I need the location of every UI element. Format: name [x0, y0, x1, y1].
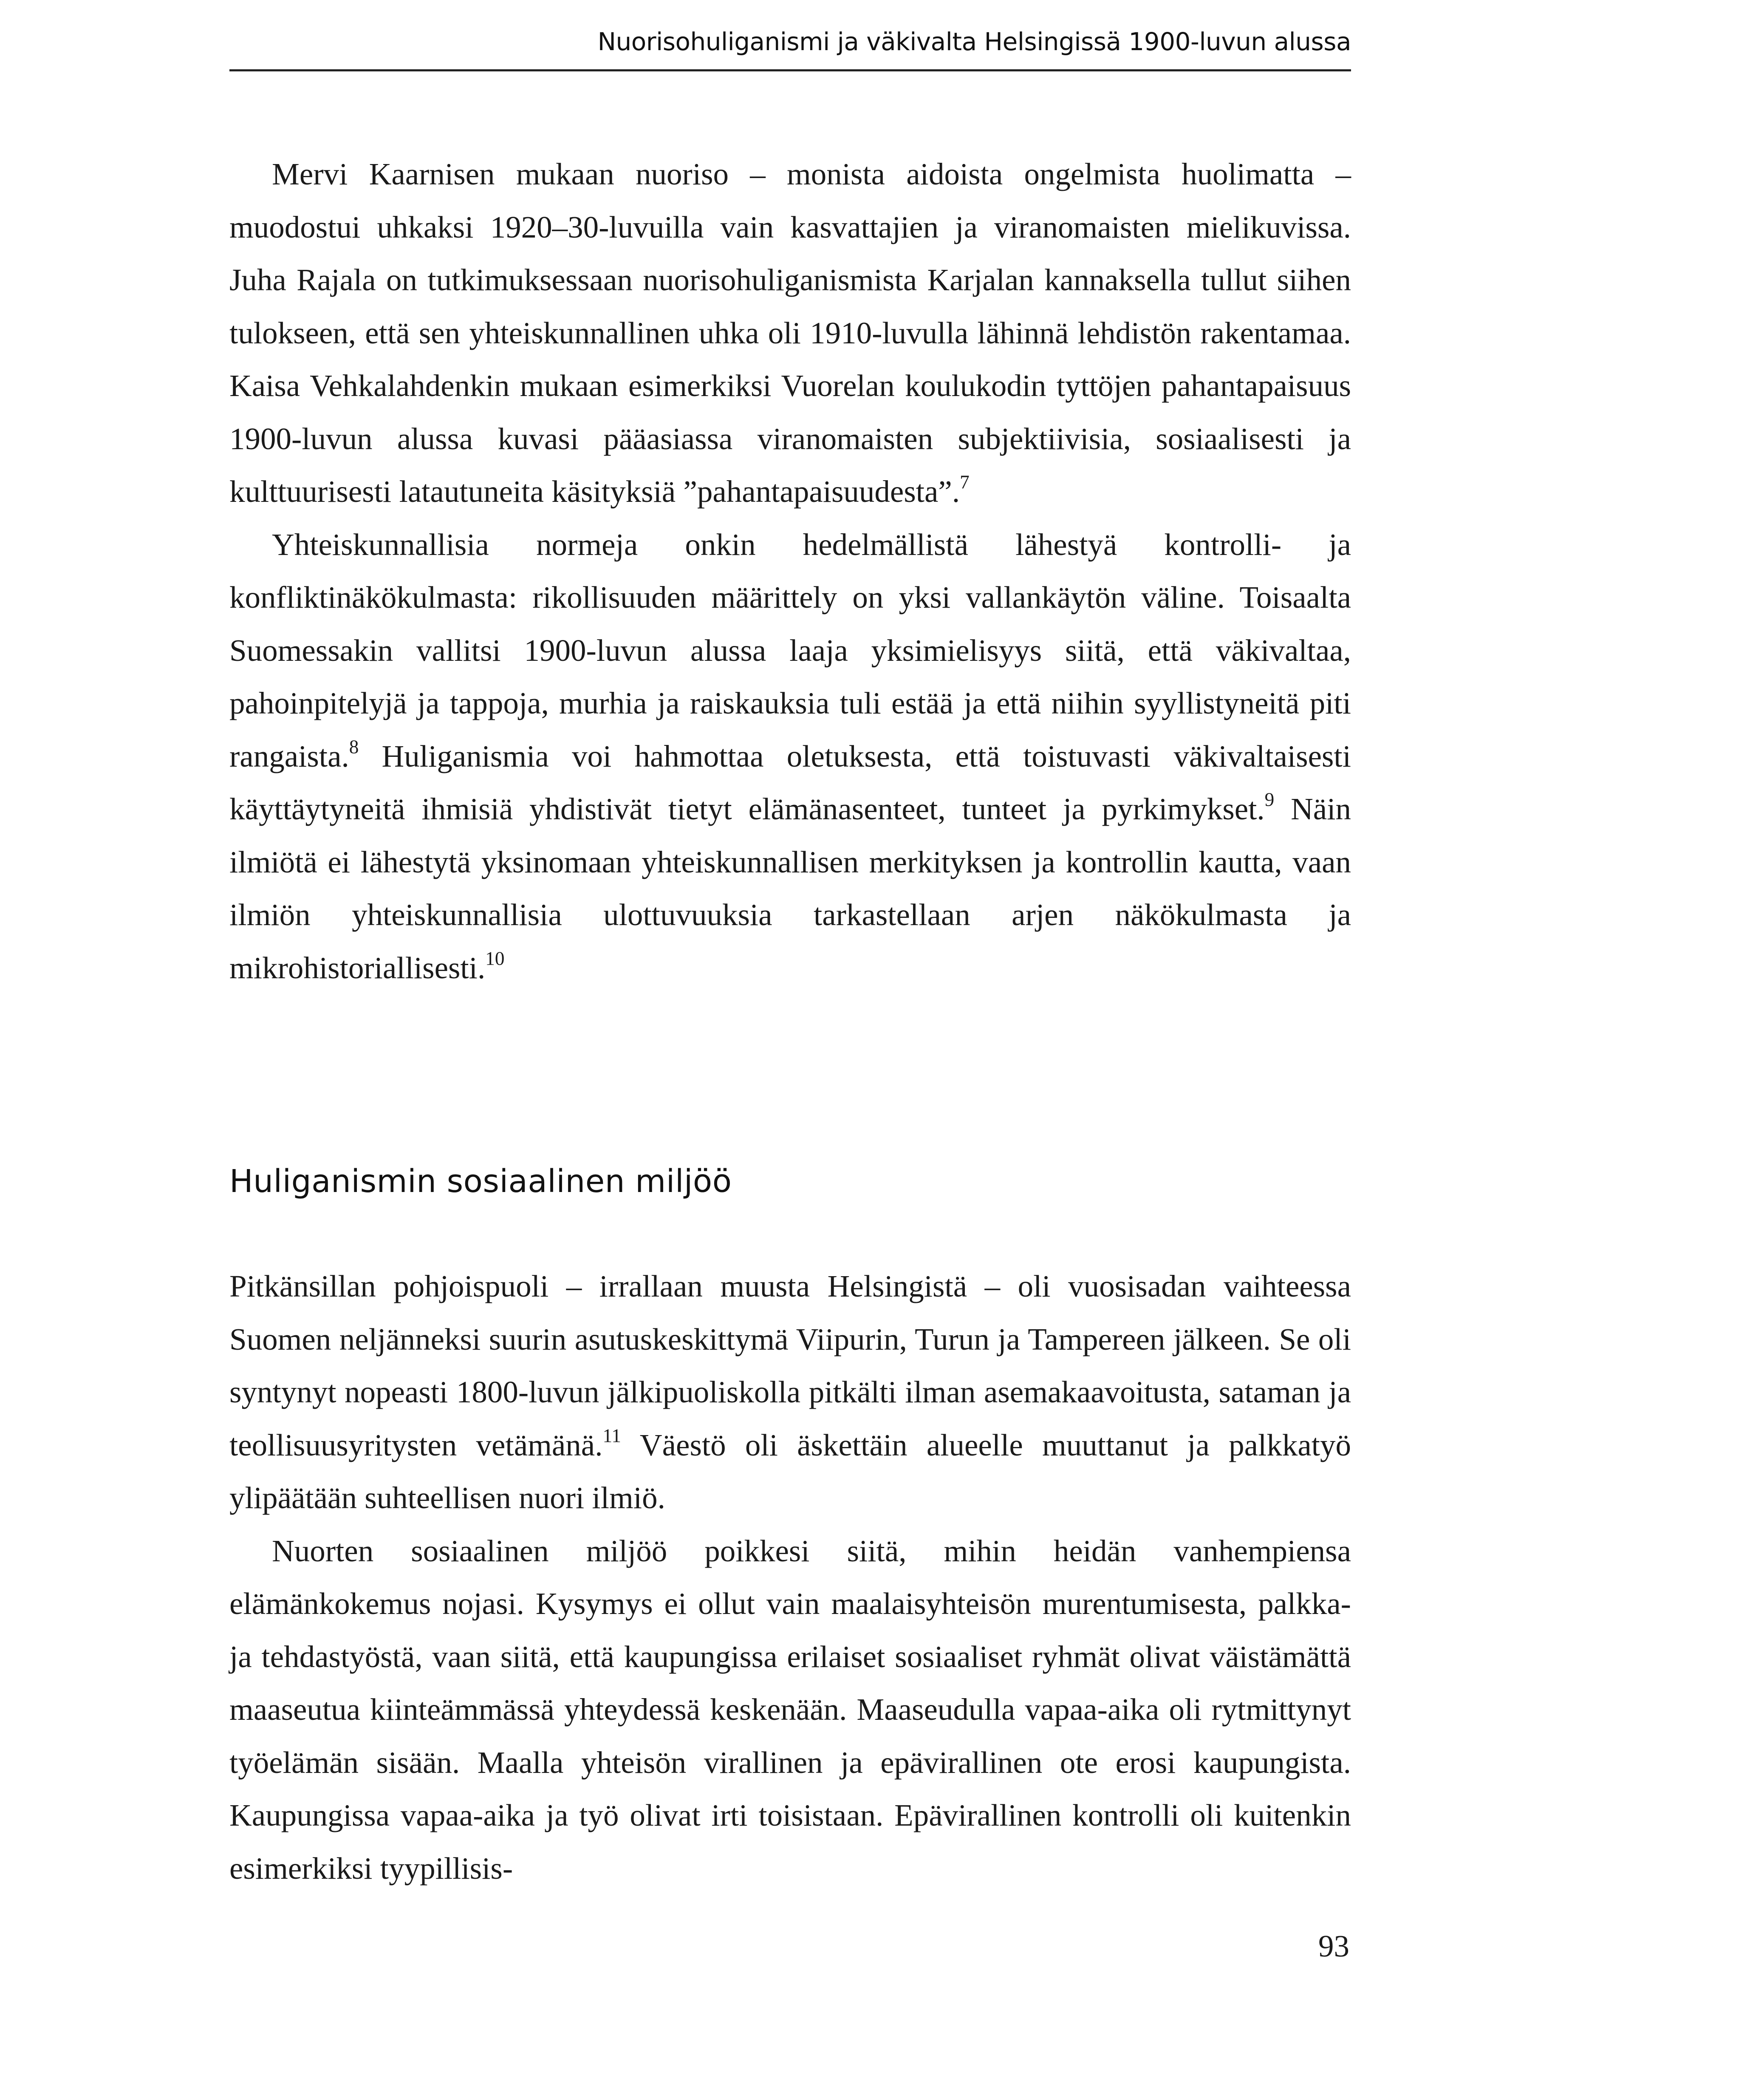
section-heading: Huliganismin sosiaalinen miljöö — [229, 1163, 732, 1200]
running-head: Nuorisohuliganismi ja väkivalta Helsingissä 1900-luvun alussa — [597, 27, 1351, 56]
paragraph — [229, 1260, 1351, 1525]
footnote-ref: 8 — [349, 736, 359, 757]
text-run: Väestö oli äskettäin alueelle muuttanut ja palkkatyö ylipäätään suhteellisen nuori ilmiö. — [229, 1427, 1351, 1515]
text-run: Mervi Kaarnisen mukaan nuoriso – monista aidoista ongelmista huolimatta – muodostui uhkaksi 1920–30-luvuilla vain kasvattajien ja viranomaisten mielikuvissa. Juha Rajala on tutkimuksessaan nuorisohuliganismista Karjalan kannaksella tullut siihen tulokseen, että sen yhteiskunnallinen uhka oli 1910-luvulla lähinnä lehdistön rakentamaa. Kaisa Vehkalahdenkin mukaan esimerkiksi Vuorelan koulukodin tyttöjen pahantapaisuus 1900-luvun alussa kuvasi pääasiassa viranomaisten subjektiivisia, sosiaalisesti ja kulttuurisesti latautuneita käsityksiä ”pahantapaisuudesta”. — [229, 157, 1351, 509]
paragraph — [229, 1525, 1351, 1895]
text-run: Nuorten sosiaalinen miljöö poikkesi siitä, mihin heidän vanhempiensa elämänkokemus nojasi. Kysymys ei ollut vain maalaisyhteisön murentumisesta, palkka- ja tehdastyöstä, vaan siitä, että kaupungissa erilaiset sosiaaliset ryhmät olivat väistämättä maaseutua kiinteämmässä yhteydessä keskenään. Maaseudulla vapaa-aika oli rytmittynyt työelämän sisään. Maalla yhteisön virallinen ja epävirallinen ote erosi kaupungista. Kaupungissa vapaa-aika ja työ olivat irti toisistaan. Epävirallinen kontrolli oli kuitenkin esimerkiksi tyypillisis- — [229, 1533, 1351, 1886]
body-text-section-1 — [229, 148, 1351, 994]
paragraph — [229, 518, 1351, 995]
footnote-ref: 10 — [485, 947, 505, 969]
paragraph — [229, 148, 1351, 518]
footnote-ref: 9 — [1264, 789, 1275, 810]
text-run: Huliganismia voi hahmottaa oletuksesta, että toistuvasti väkivaltaisesti käyttäytyneitä ihmisiä yhdistivät tietyt elämänasenteet, tunteet ja pyrkimykset. — [229, 739, 1351, 826]
header-rule — [229, 69, 1351, 71]
footnote-ref: 11 — [602, 1424, 622, 1446]
footnote-ref: 7 — [960, 471, 970, 493]
body-text-section-2 — [229, 1260, 1351, 1895]
text-run: Pitkänsillan pohjoispuoli – irrallaan muusta Helsingistä – oli vuosisadan vaihteessa Suomen neljänneksi suurin asutuskeskittymä Viipurin, Turun ja Tampereen jälkeen. Se oli syntynyt nopeasti 1800-luvun jälkipuoliskolla pitkälti ilman asemakaavoitusta, sataman ja teollisuusyritysten vetämänä. — [229, 1269, 1351, 1462]
page-number: 93 — [1318, 1929, 1349, 1963]
text-run: Näin ilmiötä ei lähestytä yksinomaan yhteiskunnallisen merkityksen ja kontrollin kautta, vaan ilmiön yhteiskunnallisia ulottuvuuksia tarkastellaan arjen näkökulmasta ja mikrohistoriallisesti. — [229, 792, 1351, 985]
text-run: Yhteiskunnallisia normeja onkin hedelmällistä lähestyä kontrolli- ja konfliktinäkökulmasta: rikollisuuden määrittely on yksi vallankäytön väline. Toisaalta Suomessakin vallitsi 1900-luvun alussa laaja yksimielisyys siitä, että väkivaltaa, pahoinpitelyjä ja tappoja, murhia ja raiskauksia tuli estää ja että niihin syyllistyneitä piti rangaista. — [229, 527, 1351, 773]
